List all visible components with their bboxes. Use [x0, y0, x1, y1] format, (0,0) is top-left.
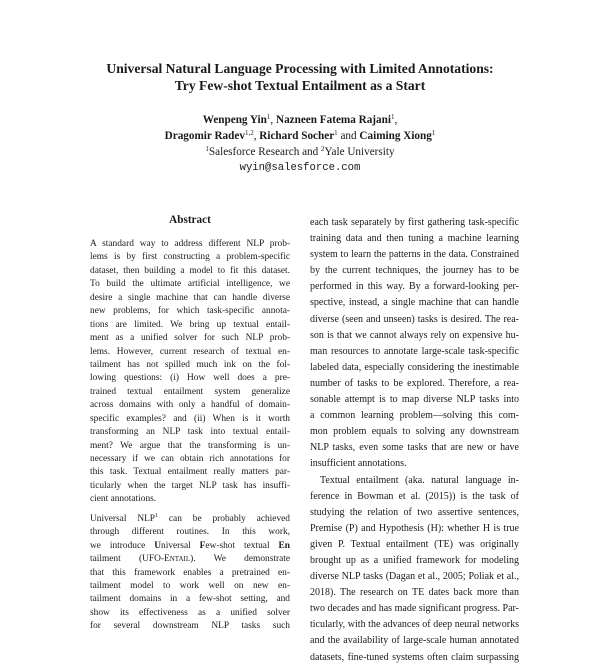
author-name: Wenpeng Yin — [202, 114, 267, 126]
method-name: Entail — [163, 554, 191, 565]
body-text-line: man resources to annotate large-scale task-specific — [310, 345, 519, 357]
abstract-line: new problems, for which task-specific annota- — [90, 306, 290, 317]
body-text-line: brought up as a unified framework for modeling — [310, 554, 519, 566]
author-affiliation-mark: 1 — [334, 129, 338, 137]
abstract-line: across domains with only a handful of domain- — [90, 400, 290, 411]
body-text-line: sonable attempt is to map diverse NLP tasks into — [310, 394, 519, 406]
body-text-line: 2018). The research on TE dates back more than — [310, 587, 519, 599]
text-fragment: ). We demonstrate — [190, 554, 290, 565]
left-column — [90, 238, 290, 634]
affiliations — [40, 145, 560, 160]
abstract-line: tailment has not spilled much ink on the fol- — [90, 359, 290, 370]
body-text-line: ference in Bowman et al. (2015)) is the task of — [310, 490, 519, 502]
right-column — [310, 215, 519, 666]
author-name: Nazneen Fatema Rajani — [275, 114, 391, 126]
text-fragment: Universal NLP — [90, 513, 156, 524]
intro-paragraph — [90, 513, 290, 634]
affiliation-mark: 2 — [321, 145, 325, 153]
author-affiliation-mark: 1 — [266, 113, 271, 121]
abstract-line: ment? We argue that the transforming is un- — [90, 440, 290, 451]
text-fragment: we introduce — [90, 540, 155, 551]
abstract-line: specific examples? and (ii) When is it worth — [90, 413, 290, 424]
author-name: Dragomir Radev — [164, 130, 245, 142]
abstract-line: ment as a unified solver for such NLP prob- — [90, 333, 290, 344]
author-email: wyin@salesforce.com — [239, 162, 361, 174]
text-line: that this framework enables a pretrained en- — [90, 567, 290, 578]
body-text-line: performed in this way. By a forward-looking per- — [310, 281, 519, 293]
body-text-line: diverse NLP tasks (Dagan et al., 2005; Poliak et al., — [310, 571, 519, 583]
text-line: show its effectiveness as a unified solver — [90, 607, 290, 618]
body-text-line: mon problem equals to solving any downstream — [310, 426, 519, 438]
author-affiliation-mark: 1 — [390, 113, 395, 121]
body-text-line: Textual entailment (aka. natural language in- — [320, 474, 519, 486]
affiliation-mark: 1 — [205, 145, 209, 153]
body-text-line: each task separately by first gathering task-specific — [310, 217, 519, 228]
abstract-body — [90, 238, 290, 507]
affiliation-text: Yale University — [324, 146, 395, 158]
body-text-line: training data and then tuning a machine learning — [310, 233, 519, 245]
abstract-line: To build the ultimate artificial intelligence, we — [90, 279, 290, 290]
abstract-heading: Abstract — [169, 214, 211, 226]
body-text-line: two decades and has made significant progress. Par- — [310, 603, 519, 615]
abstract-line: this task. Textual entailment really matters par- — [90, 467, 290, 478]
acronym-letter: F — [199, 540, 206, 551]
abstract-line: cient annotations. — [90, 494, 157, 505]
authors-line-2: Dragomir Radev$^{1,2}$, Richard Socher$^1$ and Caiming Xiong$^1$ — [164, 129, 436, 142]
abstract-line: tions are limited. We bring up textual entail- — [90, 319, 290, 330]
body-text-line: by the current techniques, the journey has to be — [310, 265, 519, 277]
author-affiliation-mark: 1 — [431, 129, 436, 137]
text-line: tailment model to work well on new en- — [90, 580, 290, 591]
abstract-line: trained textual entailment system generalize — [90, 386, 290, 397]
abstract-line: dataset, then building a model to fit this dataset. — [90, 265, 290, 276]
paper-title-line-2: Try Few-shot Textual Entailment as a Start — [174, 78, 426, 93]
author-name: Caiming Xiong — [359, 130, 432, 142]
body-text-line: insufficient annotations. — [310, 458, 407, 470]
abstract-line: desire a single machine that can handle diverse — [90, 292, 290, 303]
acronym-letter: U — [154, 540, 162, 551]
abstract-line: lems is by first constructing a problem-specific — [90, 252, 290, 263]
affiliation-text: Salesforce Research and — [208, 146, 322, 158]
body-text-line: and the availability of large-scale human annotated — [310, 635, 519, 647]
abstract-line: A standard way to address different NLP prob- — [90, 239, 290, 249]
body-text-line: datasets, fine-tuned systems often claim surpassing — [310, 651, 519, 663]
abstract-line: lowing questions: (i) How well does a pre- — [90, 373, 290, 384]
text-line — [90, 540, 290, 553]
text-fragment: tailment (UFO- — [90, 554, 164, 565]
authors-line-1: Wenpeng Yin$^1$, Nazneen Fatema Rajani$^1$, — [202, 113, 398, 126]
body-text-line: ticularly, with the advances of deep neural networks — [310, 619, 519, 631]
abstract-line: lems. However, current research of textual en- — [90, 346, 290, 357]
body-text-line: son is that we cannot always rely on expensive hu- — [310, 329, 519, 341]
text-line: tailment domains in a few-shot setting, and — [90, 594, 290, 605]
paper-title-line-1: Universal Natural Language Processing with Limited Annotations: — [106, 61, 494, 76]
footnote-mark: 1 — [155, 512, 159, 519]
body-text-line: system to learn the patterns in the data. Constrained — [310, 249, 519, 261]
body-text-line: NLP tasks, even some tasks that are new or have — [310, 442, 519, 454]
acronym-letter: En — [278, 540, 290, 551]
abstract-line: necessary if we can obtain rich annotations for — [90, 454, 290, 464]
text-fragment: ew-shot textual — [205, 540, 279, 551]
body-text-line: a common learning problem—solving this com- — [310, 410, 519, 422]
and-word: and — [340, 130, 357, 142]
body-text-line: Premise (P) and Hypothesis (H): whether H is true — [310, 522, 519, 534]
author-name: Richard Socher — [259, 130, 335, 142]
author-affiliation-mark: 1,2 — [244, 129, 254, 137]
body-text-line: studying the relation of two assertive sentences, — [310, 506, 519, 518]
text-line — [90, 553, 290, 566]
text-fragment: niversal — [161, 540, 200, 551]
body-text-line: diverse (seen and unseen) tasks is desired. The rea- — [310, 313, 519, 325]
text-fragment: can be probably achieved — [158, 513, 290, 524]
body-text-line: spective, instead, a single machine that can handle — [310, 297, 519, 309]
body-text-line: given P. Textual entailment (TE) was originally — [310, 538, 519, 550]
text-line: through different routines. In this work, — [90, 527, 290, 538]
abstract-line: transforming an NLP task into textual entail- — [90, 427, 290, 438]
body-text-line: labeled data, especially considering the inestimable — [310, 361, 519, 373]
body-text-line: number of tasks to be explored. Therefore, a rea- — [310, 377, 519, 389]
text-line: for several downstream NLP tasks such — [90, 621, 290, 632]
abstract-line: ticularly when the target NLP task has insuffi- — [90, 480, 290, 491]
text-line — [90, 513, 290, 526]
